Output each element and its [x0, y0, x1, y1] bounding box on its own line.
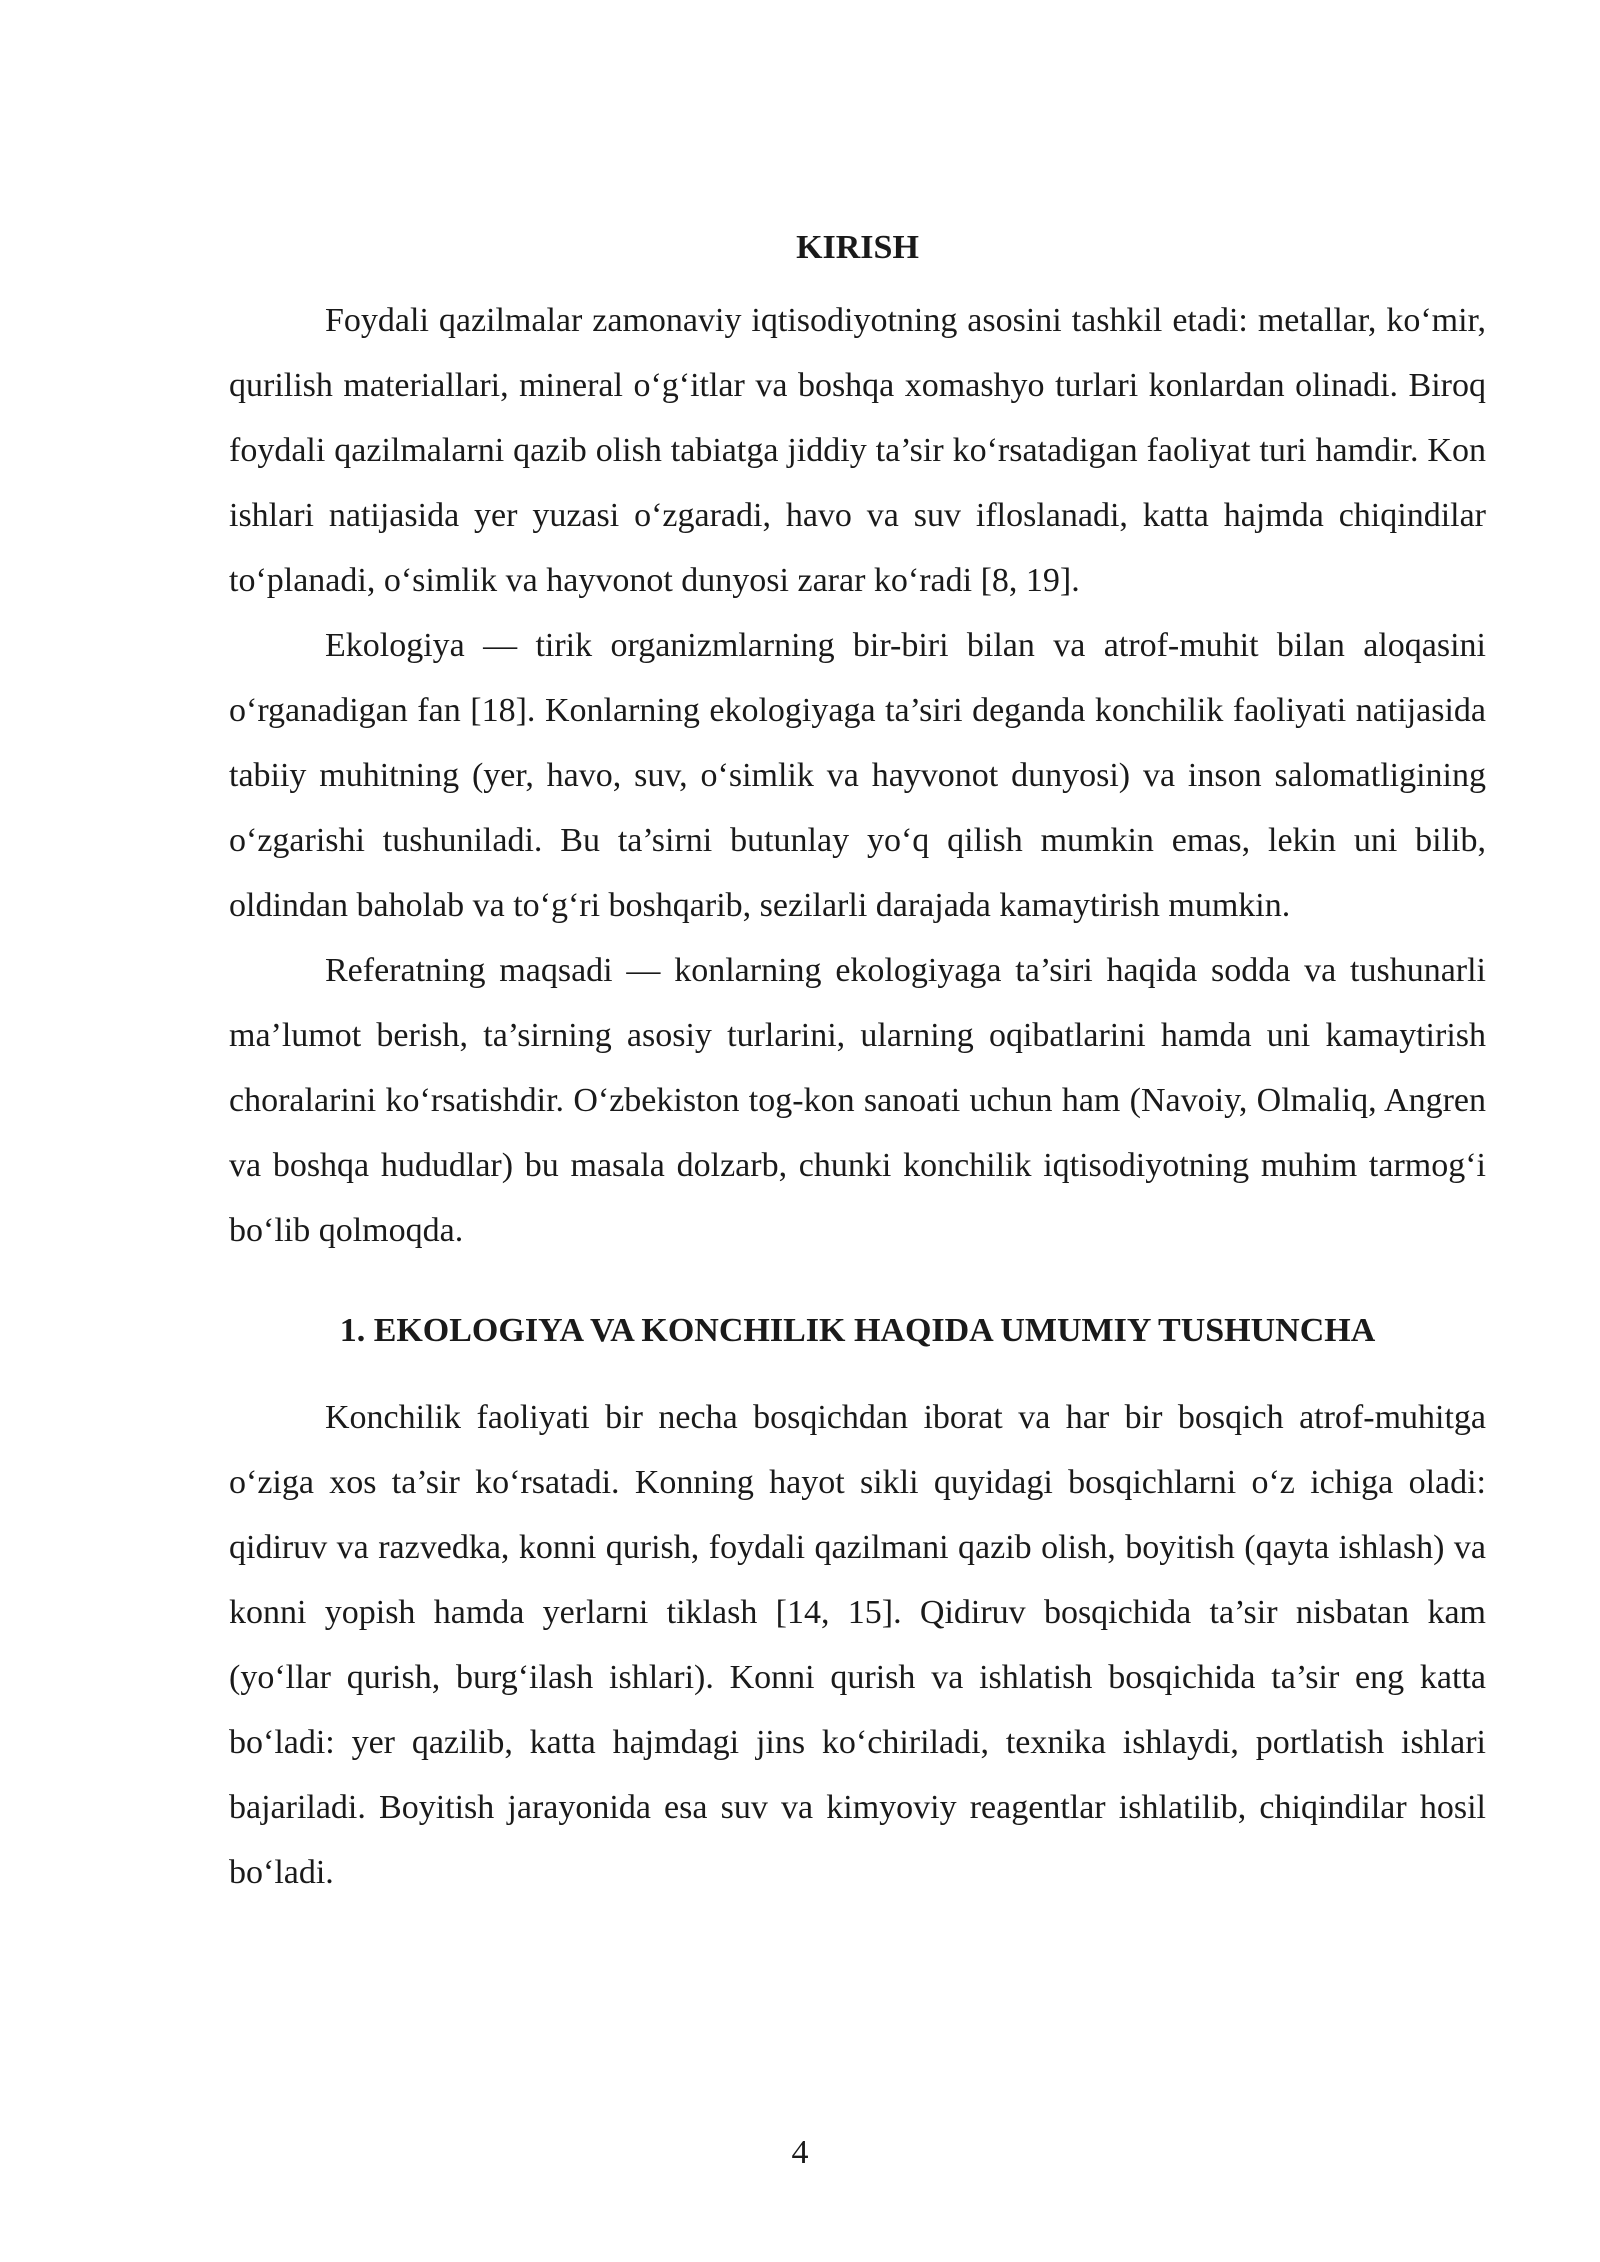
intro-paragraph-3: Referatning maqsadi — konlarning ekologiyaga ta’siri haqida sodda va tushunarli ma’lumot berish, ta’sirning asosiy turlarini, ularning oqibatlarini hamda uni kamaytirish choralarini ko‘rsatishdir. O‘zbekiston tog-kon sanoati uchun ham (Navoiy, Olmaliq, Angren va boshqa hududlar) bu masala dolzarb, chunki konchilik iqtisodiyotning muhim tarmog‘i bo‘lib qolmoqda. [229, 952, 1486, 1249]
intro-paragraph-2: Ekologiya — tirik organizmlarning bir-biri bilan va atrof-muhit bilan aloqasini o‘rganadigan fan [18]. Konlarning ekologiyaga ta’siri deganda konchilik faoliyati natijasida tabiiy muhitning (yer, havo, suv, o‘simlik va hayvonot dunyosi) va inson salomatligining o‘zgarishi tushuniladi. Bu ta’sirni butunlay yo‘q qilish mumkin emas, lekin uni bilib, oldindan baholab va to‘g‘ri boshqarib, sezilarli darajada kamaytirish mumkin. [229, 627, 1486, 924]
intro-paragraph-1: Foydali qazilmalar zamonaviy iqtisodiyotning asosini tashkil etadi: metallar, ko‘mir, qurilish materiallari, mineral o‘g‘itlar va boshqa xomashyo turlari konlardan olinadi. Biroq foydali qazilmalarni qazib olish tabiatga jiddiy ta’sir ko‘rsatadigan faoliyat turi hamdir. Kon ishlari natijasida yer yuzasi o‘zgaradi, havo va suv ifloslanadi, katta hajmda chiqindilar to‘planadi, o‘simlik va hayvonot dunyosi zarar ko‘radi [8, 19]. [229, 302, 1486, 599]
page-number: 4 [791, 2134, 809, 2171]
page-content [229, 220, 1486, 1905]
intro-heading: KIRISH [796, 229, 919, 266]
section-paragraph-1: Konchilik faoliyati bir necha bosqichdan iborat va har bir bosqich atrof-muhitga o‘ziga xos ta’sir ko‘rsatadi. Konning hayot sikli quyidagi bosqichlarni o‘z ichiga oladi: qidiruv va razvedka, konni qurish, foydali qazilmani qazib olish, boyitish (qayta ishlash) va konni yopish hamda yerlarni tiklash [14, 15]. Qidiruv bosqichida ta’sir nisbatan kam (yo‘llar qurish, burg‘ilash ishlari). Konni qurish va ishlatish bosqichida ta’sir eng katta bo‘ladi: yer qazilib, katta hajmdagi jins ko‘chiriladi, texnika ishlaydi, portlatish ishlari bajariladi. Boyitish jarayonida esa suv va kimyoviy reagentlar ishlatilib, chiqindilar hosil bo‘ladi. [229, 1399, 1486, 1891]
section-heading: 1. EKOLOGIYA VA KONCHILIK HAQIDA UMUMIY TUSHUNCHA [339, 1312, 1376, 1349]
